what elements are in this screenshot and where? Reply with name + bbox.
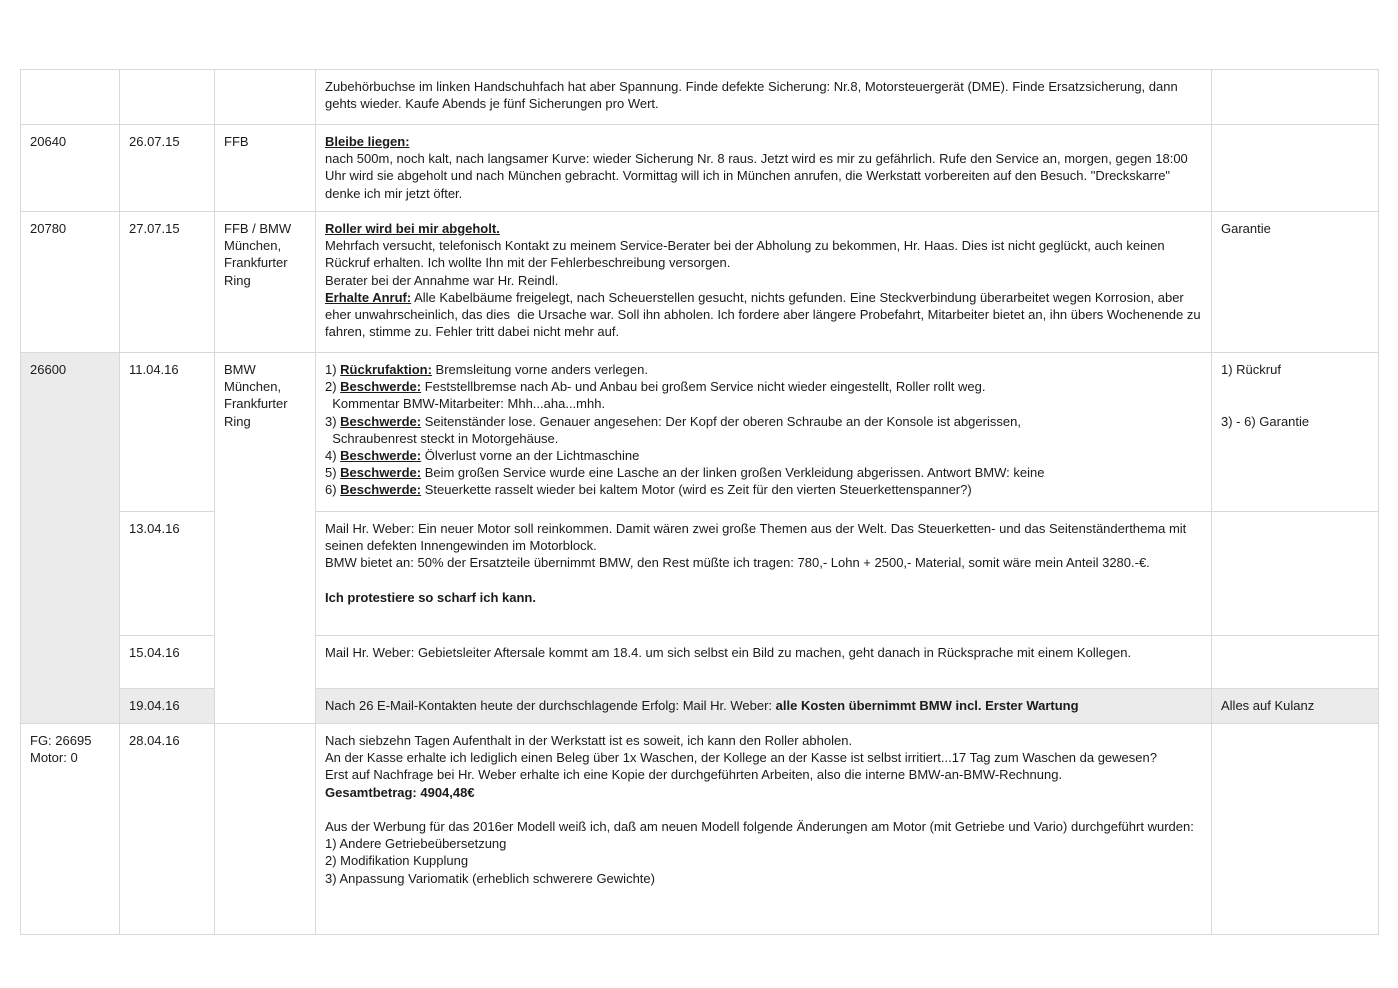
cell-description: 1) Rückrufaktion: Bremsleitung vorne anders verlegen. 2) Beschwerde: Feststellbremse nach Ab- und Anbau bei großem Service nicht wieder eingestellt, Roller rollt weg. Kommentar BMW-Mitarbeiter: Mhh...aha...mhh. 3) Beschwerde: Seitenständer lose. Genauer angesehen: Der Kopf der oberen Schraube an der Konsole ist abgerissen, Schraubenrest steckt in Motorgehäuse. 4) Beschwerde: Ölverlust vorne an der Lichtmaschine 5) Beschwerde: Beim großen Service wurde eine Lasche an der linken großen Verkleidung abgerissen. Antwort BMW: keine 6) Beschwerde: Steuerkette rasselt wieder bei kaltem Motor (wird es Zeit für den vierten Steuerkettenspanner?) xyxy=(316,353,1212,512)
cell-date xyxy=(120,70,215,125)
cell-description: Nach siebzehn Tagen Aufenthalt in der Werkstatt ist es soweit, ich kann den Roller abholen. An der Kasse erhalte ich lediglich einen Beleg über 1x Waschen, der Kollege an der Kasse ist selbst irritiert...17 Tag zum Waschen da gewesen? Erst auf Nachfrage bei Hr. Weber erhalte ich eine Kopie der durchgeführten Arbeiten, also die interne BMW-an-BMW-Rechnung. Gesamtbetrag: 4904,48€ Aus der Werbung für das 2016er Modell weiß ich, daß am neuen Modell folgende Änderungen am Motor (mit Getriebe und Vario) durchgeführt wurden: 1) Andere Getriebeübersetzung 2) Modifikation Kupplung 3) Anpassung Variomatik (erheblich schwerere Gewichte) xyxy=(316,724,1212,935)
table-row xyxy=(21,125,1379,212)
cell-location: FFB / BMW München, Frankfurter Ring xyxy=(215,212,316,353)
table-row xyxy=(21,353,1379,512)
cell-status xyxy=(1212,70,1379,125)
cell-status xyxy=(1212,724,1379,935)
cell-id: FG: 26695 Motor: 0 xyxy=(21,724,120,935)
cell-date: 19.04.16 xyxy=(120,689,215,724)
service-log-table xyxy=(20,69,1379,935)
cell-location xyxy=(215,70,316,125)
cell-description: Mail Hr. Weber: Ein neuer Motor soll reinkommen. Damit wären zwei große Themen aus der Welt. Das Steuerketten- und das Seitenständerthema mit seinen defekten Innengewinden im Motorblock. BMW bietet an: 50% der Ersatzteile übernimmt BMW, den Rest müßte ich tragen: 780,- Lohn + 2500,- Material, somit wäre mein Anteil 3280.-€. Ich protestiere so scharf ich kann. xyxy=(316,512,1212,636)
cell-date: 15.04.16 xyxy=(120,636,215,689)
cell-location: BMW München, Frankfurter Ring xyxy=(215,353,316,724)
cell-description: Roller wird bei mir abgeholt. Mehrfach versucht, telefonisch Kontakt zu meinem Service-Berater bei der Abholung zu bekommen, Hr. Haas. Dies ist nicht geglückt, auch keinen Rückruf erhalten. Ich wollte Ihn mit der Fehlerbeschreibung versorgen. Berater bei der Annahme war Hr. Reindl. Erhalte Anruf: Alle Kabelbäume freigelegt, nach Scheuerstellen gesucht, nichts gefunden. Eine Steckverbindung überarbeitet wegen Korrosion, aber eher unwahrscheinlich, das dies die Ursache war. Soll ihn abholen. Ich fordere aber längere Probefahrt, Mitarbeiter bietet an, ihn übers Wochenende zu fahren, stimme zu. Fehler tritt dabei nicht mehr auf. xyxy=(316,212,1212,353)
cell-status: Garantie xyxy=(1212,212,1379,353)
cell-id: 20780 xyxy=(21,212,120,353)
service-log-grid xyxy=(20,69,1379,935)
cell-status xyxy=(1212,125,1379,212)
cell-date: 27.07.15 xyxy=(120,212,215,353)
cell-location xyxy=(215,724,316,935)
cell-status xyxy=(1212,512,1379,636)
cell-description: Mail Hr. Weber: Gebietsleiter Aftersale kommt am 18.4. um sich selbst ein Bild zu machen, geht danach in Rücksprache mit einem Kollegen. xyxy=(316,636,1212,689)
cell-description: Bleibe liegen: nach 500m, noch kalt, nach langsamer Kurve: wieder Sicherung Nr. 8 raus. Jetzt wird es mir zu gefährlich. Rufe den Service an, morgen, gegen 18:00 Uhr wird sie abgeholt und nach München gebracht. Vormittag will ich in München anrufen, die Werkstatt vorbereiten auf den Besuch. "Dreckskarre" denke ich mir jetzt öfter. xyxy=(316,125,1212,212)
cell-description: Nach 26 E-Mail-Kontakten heute der durchschlagende Erfolg: Mail Hr. Weber: alle Kosten übernimmt BMW incl. Erster Wartung xyxy=(316,689,1212,724)
cell-status: 1) Rückruf 3) - 6) Garantie xyxy=(1212,353,1379,512)
cell-status xyxy=(1212,636,1379,689)
table-row xyxy=(21,70,1379,125)
cell-date: 13.04.16 xyxy=(120,512,215,636)
table-row xyxy=(21,212,1379,353)
cell-date: 11.04.16 xyxy=(120,353,215,512)
cell-id: 20640 xyxy=(21,125,120,212)
cell-description: Zubehörbuchse im linken Handschuhfach hat aber Spannung. Finde defekte Sicherung: Nr.8, Motorsteuergerät (DME). Finde Ersatzsicherung, dann gehts wieder. Kaufe Abends je fünf Sicherungen pro Wert. xyxy=(316,70,1212,125)
cell-id xyxy=(21,70,120,125)
cell-status: Alles auf Kulanz xyxy=(1212,689,1379,724)
cell-id: 26600 xyxy=(21,353,120,724)
cell-date: 28.04.16 xyxy=(120,724,215,935)
table-row xyxy=(21,724,1379,935)
cell-date: 26.07.15 xyxy=(120,125,215,212)
cell-location: FFB xyxy=(215,125,316,212)
